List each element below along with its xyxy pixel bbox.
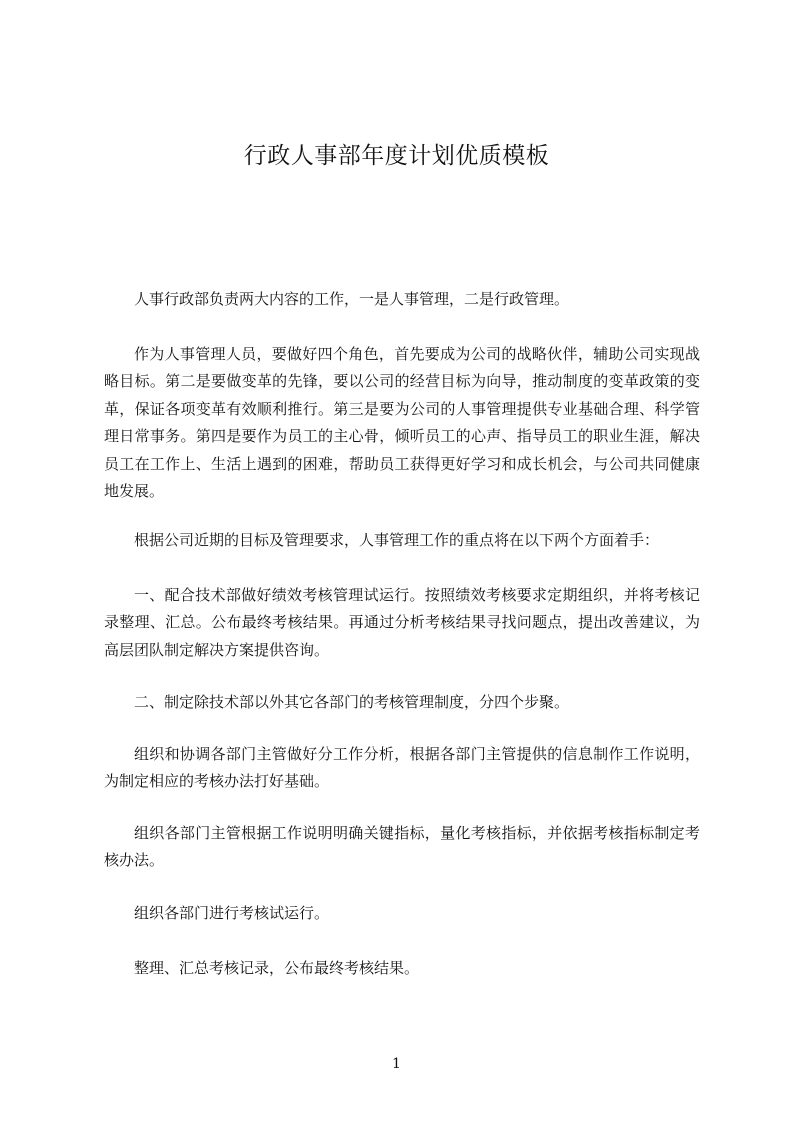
paragraph-item-one: 一、配合技术部做好绩效考核管理试运行。按照绩效考核要求定期组织，并将考核记录整理、汇总。公布最终考核结果。再通过分析考核结果寻找问题点，提出改善建议，为高层团队制定解决方案提供咨询。 <box>104 586 700 659</box>
paragraph-intro: 人事行政部负责两大内容的工作，一是人事管理，二是行政管理。 <box>134 290 570 308</box>
paragraph-item-two: 二、制定除技术部以外其它各部门的考核管理制度，分四个步聚。 <box>134 693 570 711</box>
document-title: 行政人事部年度计划优质模板 <box>243 143 550 169</box>
paragraph-focus: 根据公司近期的目标及管理要求，人事管理工作的重点将在以下两个方面着手： <box>134 531 660 549</box>
paragraph-step-three: 组织各部门进行考核试运行。 <box>134 904 330 922</box>
paragraph-roles: 作为人事管理人员，要做好四个角色，首先要成为公司的战略伙伴，辅助公司实现战略目标。第二是要做变革的先锋，要以公司的经营目标为向导，推动制度的变革政策的变革，保证各项变革有效顺利推行。第三是要为公司的人事管理提供专业基础合理、科学管理日常事务。第四是要作为员工的主心骨，倾听员工的心声、指导员工的职业生涯，解决员工在工作上、生活上遇到的困难，帮助员工获得更好学习和成长机会，与公司共同健康地发展。 <box>104 345 700 501</box>
page-number: 1 <box>392 1056 401 1072</box>
paragraph-step-one: 组织和协调各部门主管做好分工作分析，根据各部门主管提供的信息制作工作说明，为制定相应的考核办法打好基础。 <box>104 745 700 791</box>
paragraph-step-two: 组织各部门主管根据工作说明明确关键指标，量化考核指标，并依据考核指标制定考核办法。 <box>104 824 700 870</box>
paragraph-step-four: 整理、汇总考核记录，公布最终考核结果。 <box>134 959 420 977</box>
